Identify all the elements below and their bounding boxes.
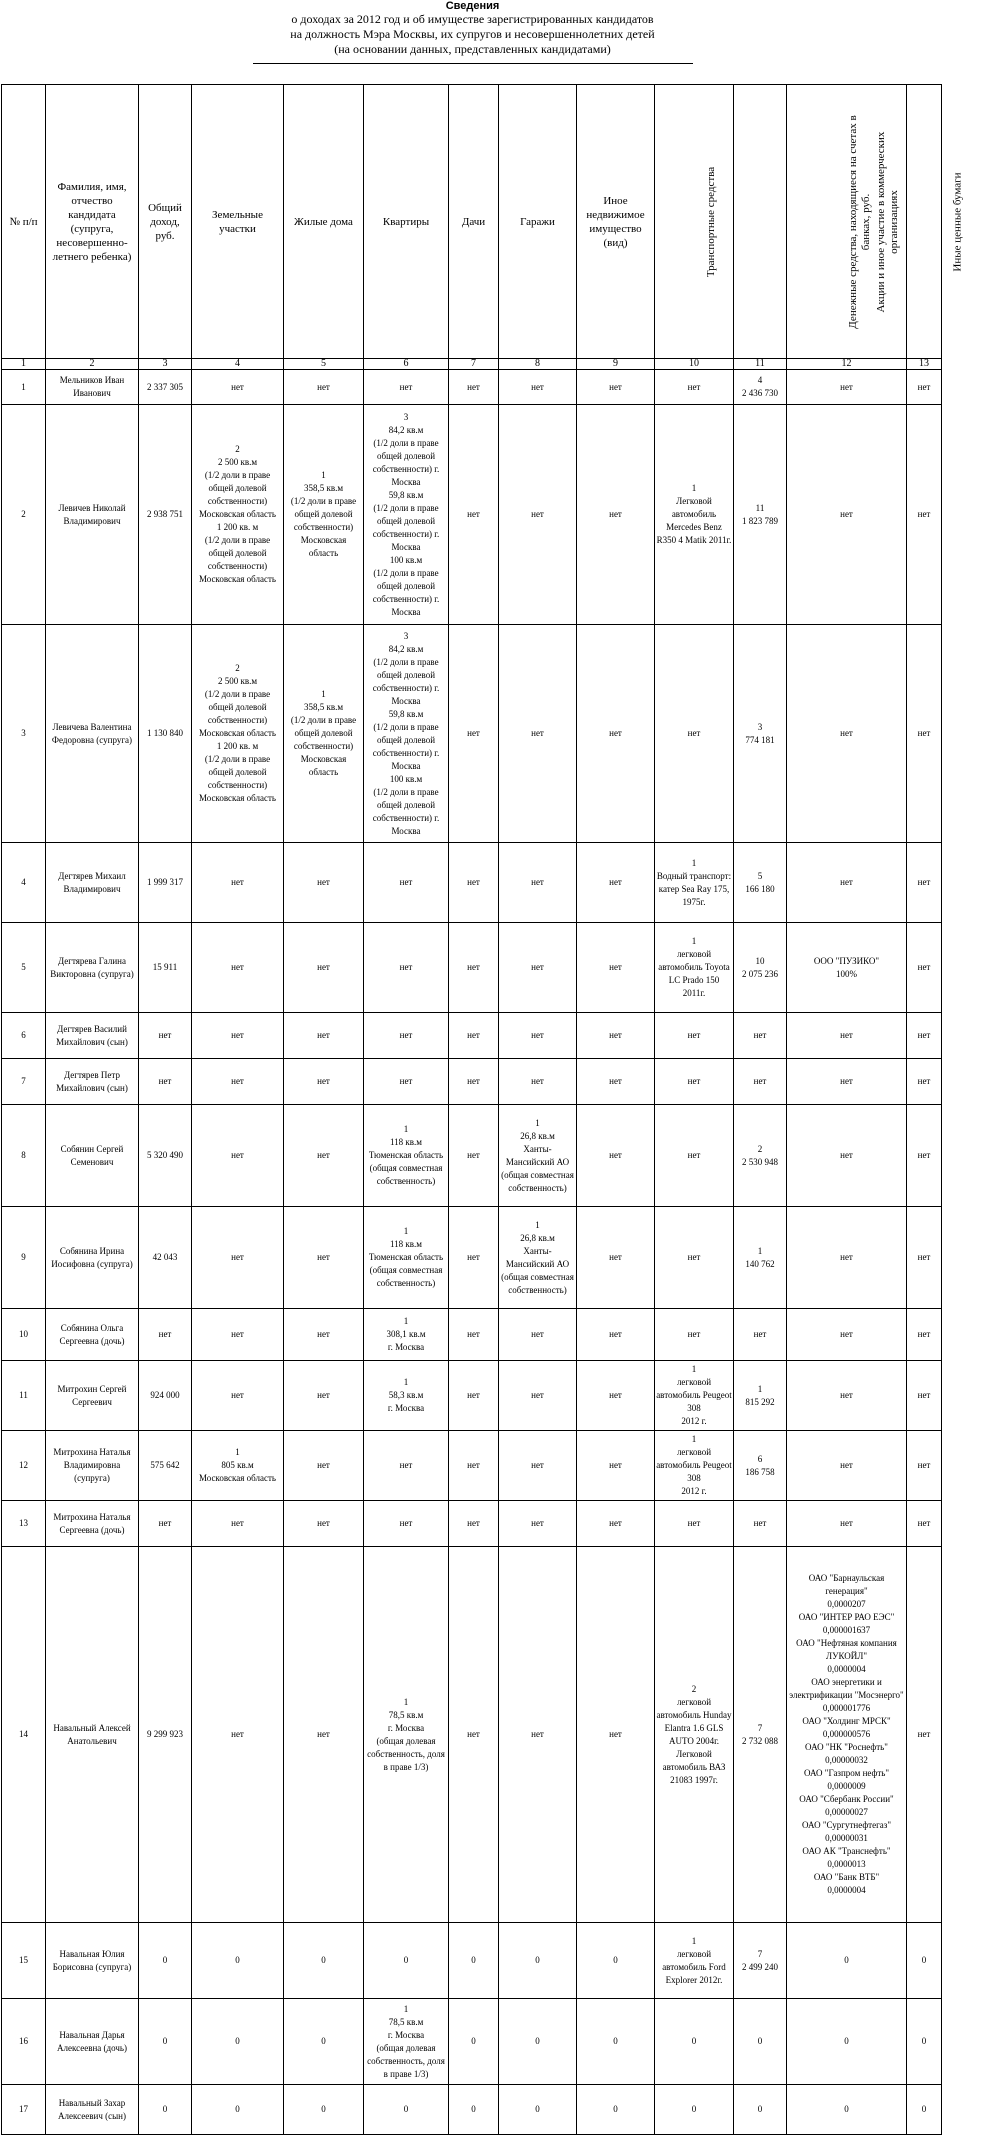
- other-property-cell: 0: [577, 1923, 655, 1999]
- houses-cell: нет: [284, 1059, 364, 1105]
- land-plots-cell: нет: [192, 1547, 284, 1923]
- other-property-cell: нет: [577, 1059, 655, 1105]
- land-plots-cell: нет: [192, 1013, 284, 1059]
- column-number-cell: 2: [46, 359, 139, 370]
- declarations-table: [1, 84, 964, 2135]
- dachas-cell: нет: [449, 843, 499, 923]
- dachas-cell: нет: [449, 1501, 499, 1547]
- bank-money-cell: 3 774 181: [734, 625, 787, 843]
- other-property-cell: нет: [577, 405, 655, 625]
- table-row: [2, 1431, 942, 1501]
- table-body: [2, 370, 942, 2135]
- land-plots-cell: нет: [192, 1207, 284, 1309]
- column-number-cell: 13: [907, 359, 942, 370]
- flats-cell: 1 118 кв.м Тюменская область (общая совместная собственность): [364, 1207, 449, 1309]
- column-number-cell: 9: [577, 359, 655, 370]
- shares-cell: нет: [787, 1207, 907, 1309]
- table-row: [2, 625, 942, 843]
- bank-money-cell: нет: [734, 1501, 787, 1547]
- col-header-houses: Жилые дома: [284, 85, 364, 359]
- garages-cell: нет: [499, 625, 577, 843]
- table-row: [2, 1013, 942, 1059]
- table-row: [2, 1361, 942, 1431]
- shares-cell: нет: [787, 843, 907, 923]
- securities-cell: нет: [907, 1105, 942, 1207]
- vehicles-cell: 1 Водный транспорт: катер Sea Ray 175, 1975г.: [655, 843, 734, 923]
- flats-cell: нет: [364, 923, 449, 1013]
- houses-cell: нет: [284, 1207, 364, 1309]
- row-number-cell: 16: [2, 1999, 46, 2085]
- garages-cell: нет: [499, 1431, 577, 1501]
- vehicles-cell: нет: [655, 625, 734, 843]
- bank-money-cell: нет: [734, 1013, 787, 1059]
- person-name-cell: Собянин Сергей Семенович: [46, 1105, 139, 1207]
- row-number-cell: 7: [2, 1059, 46, 1105]
- land-plots-cell: 2 2 500 кв.м (1/2 доли в праве общей долевой собственности) Московская область 1 200 кв. м (1/2 доли в праве общей долевой собственности) Московская область: [192, 405, 284, 625]
- shares-cell: нет: [787, 1361, 907, 1431]
- row-number-cell: 13: [2, 1501, 46, 1547]
- securities-cell: нет: [907, 1013, 942, 1059]
- income-cell: нет: [139, 1013, 192, 1059]
- garages-cell: 1 26,8 кв.м Ханты-Мансийский АО (общая совместная собственность): [499, 1207, 577, 1309]
- column-number-cell: 11: [734, 359, 787, 370]
- land-plots-cell: нет: [192, 1501, 284, 1547]
- securities-cell: нет: [907, 1431, 942, 1501]
- bank-money-cell: 4 2 436 730: [734, 370, 787, 405]
- person-name-cell: Дегтярев Василий Михайлович (сын): [46, 1013, 139, 1059]
- income-cell: нет: [139, 1309, 192, 1361]
- vehicles-cell: 1 легковой автомобиль Peugeot 308 2012 г.: [655, 1431, 734, 1501]
- land-plots-cell: 0: [192, 1923, 284, 1999]
- other-property-cell: нет: [577, 1431, 655, 1501]
- dachas-cell: 0: [449, 2085, 499, 2135]
- flats-cell: 1 308,1 кв.м г. Москва: [364, 1309, 449, 1361]
- dachas-cell: 0: [449, 1923, 499, 1999]
- col-header-securities-text: Иные ценные бумаги: [951, 171, 964, 272]
- column-number-cell: 3: [139, 359, 192, 370]
- dachas-cell: нет: [449, 1059, 499, 1105]
- person-name-cell: Навальная Дарья Алексеевна (дочь): [46, 1999, 139, 2085]
- vehicles-cell: 2 легковой автомобиль Hunday Elantra 1.6 GLS AUTO 2004г. Легковой автомобиль ВАЗ 21083 1997г.: [655, 1547, 734, 1923]
- row-number-cell: 9: [2, 1207, 46, 1309]
- garages-cell: нет: [499, 923, 577, 1013]
- houses-cell: нет: [284, 1105, 364, 1207]
- person-name-cell: Митрохина Наталья Владимировна (супруга): [46, 1431, 139, 1501]
- houses-cell: нет: [284, 1501, 364, 1547]
- vehicles-cell: 1 Легковой автомобиль Mercedes Benz R350 4 Matik 2011г.: [655, 405, 734, 625]
- shares-cell: нет: [787, 1309, 907, 1361]
- row-number-cell: 10: [2, 1309, 46, 1361]
- land-plots-cell: 1 805 кв.м Московская область: [192, 1431, 284, 1501]
- income-cell: 0: [139, 2085, 192, 2135]
- row-number-cell: 15: [2, 1923, 46, 1999]
- other-property-cell: нет: [577, 1547, 655, 1923]
- land-plots-cell: нет: [192, 843, 284, 923]
- flats-cell: 1 78,5 кв.м г. Москва (общая долевая собственность, доля в праве 1/3): [364, 1547, 449, 1923]
- land-plots-cell: 2 2 500 кв.м (1/2 доли в праве общей долевой собственности) Московская область 1 200 кв. м (1/2 доли в праве общей долевой собственности) Московская область: [192, 625, 284, 843]
- table-row: [2, 1309, 942, 1361]
- other-property-cell: нет: [577, 1105, 655, 1207]
- column-number-cell: 10: [655, 359, 734, 370]
- income-cell: 1 999 317: [139, 843, 192, 923]
- securities-cell: нет: [907, 1547, 942, 1923]
- col-header-name: Фамилия, имя, отчество кандидата (супруга, несовершенно-летнего ребенка): [46, 85, 139, 359]
- table-row: [2, 370, 942, 405]
- garages-cell: нет: [499, 1309, 577, 1361]
- other-property-cell: нет: [577, 1207, 655, 1309]
- flats-cell: 3 84,2 кв.м (1/2 доли в праве общей долевой собственности) г. Москва 59,8 кв.м (1/2 доли в праве общей долевой собственности) г. Москва 100 кв.м (1/2 доли в праве общей долевой собственности) г. Москва: [364, 625, 449, 843]
- garages-cell: 0: [499, 2085, 577, 2135]
- vehicles-cell: нет: [655, 1105, 734, 1207]
- row-number-cell: 2: [2, 405, 46, 625]
- row-number-cell: 12: [2, 1431, 46, 1501]
- income-cell: 924 000: [139, 1361, 192, 1431]
- document-subtitle-line1: о доходах за 2012 год и об имуществе зарегистрированных кандидатов: [291, 12, 654, 26]
- income-cell: 9 299 923: [139, 1547, 192, 1923]
- land-plots-cell: 0: [192, 2085, 284, 2135]
- table-row: [2, 843, 942, 923]
- col-header-other-property: Иное недвижимое имущество (вид): [577, 85, 655, 359]
- row-number-cell: 11: [2, 1361, 46, 1431]
- income-cell: 575 642: [139, 1431, 192, 1501]
- dachas-cell: нет: [449, 405, 499, 625]
- securities-cell: нет: [907, 370, 942, 405]
- other-property-cell: нет: [577, 923, 655, 1013]
- shares-cell: нет: [787, 1501, 907, 1547]
- garages-cell: 0: [499, 1999, 577, 2085]
- securities-cell: нет: [907, 1207, 942, 1309]
- dachas-cell: нет: [449, 1431, 499, 1501]
- person-name-cell: Левичев Николай Владимирович: [46, 405, 139, 625]
- houses-cell: нет: [284, 370, 364, 405]
- flats-cell: 1 78,5 кв.м г. Москва (общая долевая собственность, доля в праве 1/3): [364, 1999, 449, 2085]
- col-header-land: Земельные участки: [192, 85, 284, 359]
- other-property-cell: нет: [577, 1309, 655, 1361]
- vehicles-cell: 1 легковой автомобиль Toyota LC Prado 150 2011г.: [655, 923, 734, 1013]
- vehicles-cell: нет: [655, 1501, 734, 1547]
- other-property-cell: 0: [577, 2085, 655, 2135]
- person-name-cell: Левичева Валентина Федоровна (супруга): [46, 625, 139, 843]
- securities-cell: нет: [907, 1501, 942, 1547]
- col-header-shares-text: Акции и иное участие в коммерческих организациях: [875, 131, 900, 312]
- other-property-cell: нет: [577, 1013, 655, 1059]
- person-name-cell: Собянина Ирина Иосифовна (супруга): [46, 1207, 139, 1309]
- dachas-cell: нет: [449, 1105, 499, 1207]
- shares-cell: нет: [787, 1431, 907, 1501]
- vehicles-cell: нет: [655, 1309, 734, 1361]
- col-header-garages: Гаражи: [499, 85, 577, 359]
- income-cell: нет: [139, 1059, 192, 1105]
- person-name-cell: Навальный Алексей Анатольевич: [46, 1547, 139, 1923]
- shares-cell: нет: [787, 625, 907, 843]
- shares-cell: нет: [787, 1013, 907, 1059]
- table-row: [2, 1999, 942, 2085]
- land-plots-cell: нет: [192, 1361, 284, 1431]
- houses-cell: 0: [284, 1999, 364, 2085]
- flats-cell: 3 84,2 кв.м (1/2 доли в праве общей долевой собственности) г. Москва 59,8 кв.м (1/2 доли в праве общей долевой собственности) г. Москва 100 кв.м (1/2 доли в праве общей долевой собственности) г. Москва: [364, 405, 449, 625]
- income-cell: 2 337 305: [139, 370, 192, 405]
- document-header: [0, 0, 945, 64]
- dachas-cell: нет: [449, 625, 499, 843]
- person-name-cell: Навальная Юлия Борисовна (супруга): [46, 1923, 139, 1999]
- flats-cell: 1 118 кв.м Тюменская область (общая совместная собственность): [364, 1105, 449, 1207]
- flats-cell: нет: [364, 1013, 449, 1059]
- other-property-cell: нет: [577, 843, 655, 923]
- bank-money-cell: 10 2 075 236: [734, 923, 787, 1013]
- person-name-cell: Дегтярев Петр Михайлович (сын): [46, 1059, 139, 1105]
- column-number-cell: 4: [192, 359, 284, 370]
- securities-cell: нет: [907, 625, 942, 843]
- securities-cell: нет: [907, 843, 942, 923]
- shares-cell: нет: [787, 1059, 907, 1105]
- securities-cell: нет: [907, 405, 942, 625]
- houses-cell: нет: [284, 923, 364, 1013]
- col-header-vehicles: [655, 85, 734, 359]
- flats-cell: 1 58,3 кв.м г. Москва: [364, 1361, 449, 1431]
- vehicles-cell: 1 легковой автомобиль Ford Explorer 2012г.: [655, 1923, 734, 1999]
- column-number-cell: 7: [449, 359, 499, 370]
- vehicles-cell: нет: [655, 1207, 734, 1309]
- bank-money-cell: нет: [734, 1059, 787, 1105]
- shares-cell: нет: [787, 1105, 907, 1207]
- securities-cell: нет: [907, 1059, 942, 1105]
- bank-money-cell: 7 2 732 088: [734, 1547, 787, 1923]
- land-plots-cell: нет: [192, 1105, 284, 1207]
- col-header-number: № п/п: [2, 85, 46, 359]
- flats-cell: нет: [364, 1501, 449, 1547]
- other-property-cell: 0: [577, 1999, 655, 2085]
- shares-cell: 0: [787, 2085, 907, 2135]
- row-number-cell: 3: [2, 625, 46, 843]
- other-property-cell: нет: [577, 1501, 655, 1547]
- income-cell: 1 130 840: [139, 625, 192, 843]
- securities-cell: нет: [907, 1309, 942, 1361]
- garages-cell: нет: [499, 1547, 577, 1923]
- houses-cell: 0: [284, 1923, 364, 1999]
- income-cell: 0: [139, 1923, 192, 1999]
- col-header-income: Общий доход, руб.: [139, 85, 192, 359]
- col-header-dachas: Дачи: [449, 85, 499, 359]
- income-cell: 2 938 751: [139, 405, 192, 625]
- vehicles-cell: нет: [655, 1059, 734, 1105]
- table-row: [2, 1207, 942, 1309]
- document-subtitle-line2: на должность Мэра Москвы, их супругов и несовершеннолетних детей: [290, 27, 655, 41]
- dachas-cell: нет: [449, 1309, 499, 1361]
- header-rule: [253, 63, 693, 64]
- bank-money-cell: 2 2 530 948: [734, 1105, 787, 1207]
- row-number-cell: 5: [2, 923, 46, 1013]
- vehicles-cell: нет: [655, 370, 734, 405]
- garages-cell: нет: [499, 1501, 577, 1547]
- column-number-cell: 6: [364, 359, 449, 370]
- table-row: [2, 2085, 942, 2135]
- bank-money-cell: 1 815 292: [734, 1361, 787, 1431]
- securities-cell: нет: [907, 923, 942, 1013]
- flats-cell: нет: [364, 370, 449, 405]
- securities-cell: 0: [907, 2085, 942, 2135]
- dachas-cell: нет: [449, 923, 499, 1013]
- shares-cell: 0: [787, 1923, 907, 1999]
- bank-money-cell: 6 186 758: [734, 1431, 787, 1501]
- row-number-cell: 8: [2, 1105, 46, 1207]
- shares-cell: ОАО "Барнаульская генерация" 0,0000207 ОАО "ИНТЕР РАО ЕЭС" 0,000001637 ОАО "Нефтяная компания ЛУКОЙЛ" 0,0000004 ОАО энергетики и электрификации "Мосэнерго" 0,000001776 ОАО "Холдинг МРСК" 0,000000576 ОАО "НК "Роснефть" 0,00000032 ОАО "Газпром нефть" 0,0000009 ОАО "Сбербанк России" 0,00000027 ОАО "Сургутнефтегаз" 0,00000031 ОАО АК "Транснефть" 0,0000013 ОАО "Банк ВТБ" 0,0000004: [787, 1547, 907, 1923]
- person-name-cell: Дегтярев Михаил Владимирович: [46, 843, 139, 923]
- dachas-cell: нет: [449, 1013, 499, 1059]
- land-plots-cell: 0: [192, 1999, 284, 2085]
- dachas-cell: нет: [449, 1547, 499, 1923]
- row-number-cell: 17: [2, 2085, 46, 2135]
- garages-cell: 0: [499, 1923, 577, 1999]
- row-number-cell: 4: [2, 843, 46, 923]
- person-name-cell: Мельников Иван Иванович: [46, 370, 139, 405]
- income-cell: 15 911: [139, 923, 192, 1013]
- vehicles-cell: 0: [655, 1999, 734, 2085]
- land-plots-cell: нет: [192, 1059, 284, 1105]
- land-plots-cell: нет: [192, 923, 284, 1013]
- row-number-cell: 6: [2, 1013, 46, 1059]
- shares-cell: нет: [787, 405, 907, 625]
- table-row: [2, 1547, 942, 1923]
- table-row: [2, 1923, 942, 1999]
- securities-cell: 0: [907, 1923, 942, 1999]
- column-number-row: [2, 359, 942, 370]
- bank-money-cell: 11 1 823 789: [734, 405, 787, 625]
- col-header-money-text: Денежные средства, находящиеся на счетах в банках, руб.: [847, 114, 872, 329]
- col-header-vehicles-text: Транспортные средства: [705, 166, 718, 277]
- flats-cell: 0: [364, 1923, 449, 1999]
- bank-money-cell: 1 140 762: [734, 1207, 787, 1309]
- bank-money-cell: 0: [734, 2085, 787, 2135]
- houses-cell: нет: [284, 1431, 364, 1501]
- houses-cell: нет: [284, 1547, 364, 1923]
- income-cell: 5 320 490: [139, 1105, 192, 1207]
- column-number-cell: 12: [787, 359, 907, 370]
- income-cell: 42 043: [139, 1207, 192, 1309]
- garages-cell: 1 26,8 кв.м Ханты-Мансийский АО (общая совместная собственность): [499, 1105, 577, 1207]
- document-heading: Сведения: [445, 0, 500, 12]
- houses-cell: 0: [284, 2085, 364, 2135]
- row-number-cell: 1: [2, 370, 46, 405]
- table-row: [2, 1501, 942, 1547]
- col-header-flats: Квартиры: [364, 85, 449, 359]
- row-number-cell: 14: [2, 1547, 46, 1923]
- bank-money-cell: 0: [734, 1999, 787, 2085]
- bank-money-cell: нет: [734, 1309, 787, 1361]
- person-name-cell: Навальный Захар Алексеевич (сын): [46, 2085, 139, 2135]
- person-name-cell: Дегтярева Галина Викторовна (супруга): [46, 923, 139, 1013]
- securities-cell: 0: [907, 1999, 942, 2085]
- houses-cell: нет: [284, 1309, 364, 1361]
- houses-cell: нет: [284, 843, 364, 923]
- garages-cell: нет: [499, 1059, 577, 1105]
- person-name-cell: Собянина Ольга Сергеевна (дочь): [46, 1309, 139, 1361]
- garages-cell: нет: [499, 370, 577, 405]
- table-row: [2, 1105, 942, 1207]
- garages-cell: нет: [499, 1013, 577, 1059]
- vehicles-cell: 0: [655, 2085, 734, 2135]
- bank-money-cell: 7 2 499 240: [734, 1923, 787, 1999]
- col-header-money: [734, 85, 872, 359]
- securities-cell: нет: [907, 1361, 942, 1431]
- person-name-cell: Митрохин Сергей Сергеевич: [46, 1361, 139, 1431]
- flats-cell: 0: [364, 2085, 449, 2135]
- houses-cell: нет: [284, 1361, 364, 1431]
- flats-cell: нет: [364, 1059, 449, 1105]
- col-header-securities: [907, 85, 964, 359]
- shares-cell: 0: [787, 1999, 907, 2085]
- shares-cell: нет: [787, 370, 907, 405]
- table-row: [2, 405, 942, 625]
- flats-cell: нет: [364, 843, 449, 923]
- column-number-cell: 5: [284, 359, 364, 370]
- garages-cell: нет: [499, 843, 577, 923]
- dachas-cell: нет: [449, 370, 499, 405]
- vehicles-cell: 1 легковой автомобиль Peugeot 308 2012 г.: [655, 1361, 734, 1431]
- table-row: [2, 1059, 942, 1105]
- table-row: [2, 923, 942, 1013]
- other-property-cell: нет: [577, 625, 655, 843]
- column-number-cell: 8: [499, 359, 577, 370]
- houses-cell: 1 358,5 кв.м (1/2 доли в праве общей долевой собственности) Московская область: [284, 405, 364, 625]
- other-property-cell: нет: [577, 370, 655, 405]
- garages-cell: нет: [499, 405, 577, 625]
- document-subtitle-line3: (на основании данных, представленных кандидатами): [334, 42, 611, 56]
- houses-cell: нет: [284, 1013, 364, 1059]
- column-number-cell: 1: [2, 359, 46, 370]
- land-plots-cell: нет: [192, 370, 284, 405]
- person-name-cell: Митрохина Наталья Сергеевна (дочь): [46, 1501, 139, 1547]
- income-cell: нет: [139, 1501, 192, 1547]
- header-row: [2, 85, 942, 359]
- dachas-cell: 0: [449, 1999, 499, 2085]
- garages-cell: нет: [499, 1361, 577, 1431]
- income-cell: 0: [139, 1999, 192, 2085]
- houses-cell: 1 358,5 кв.м (1/2 доли в праве общей долевой собственности) Московская область: [284, 625, 364, 843]
- vehicles-cell: нет: [655, 1013, 734, 1059]
- bank-money-cell: 5 166 180: [734, 843, 787, 923]
- other-property-cell: нет: [577, 1361, 655, 1431]
- dachas-cell: нет: [449, 1207, 499, 1309]
- dachas-cell: нет: [449, 1361, 499, 1431]
- shares-cell: ООО "ПУЗИКО" 100%: [787, 923, 907, 1013]
- land-plots-cell: нет: [192, 1309, 284, 1361]
- flats-cell: нет: [364, 1431, 449, 1501]
